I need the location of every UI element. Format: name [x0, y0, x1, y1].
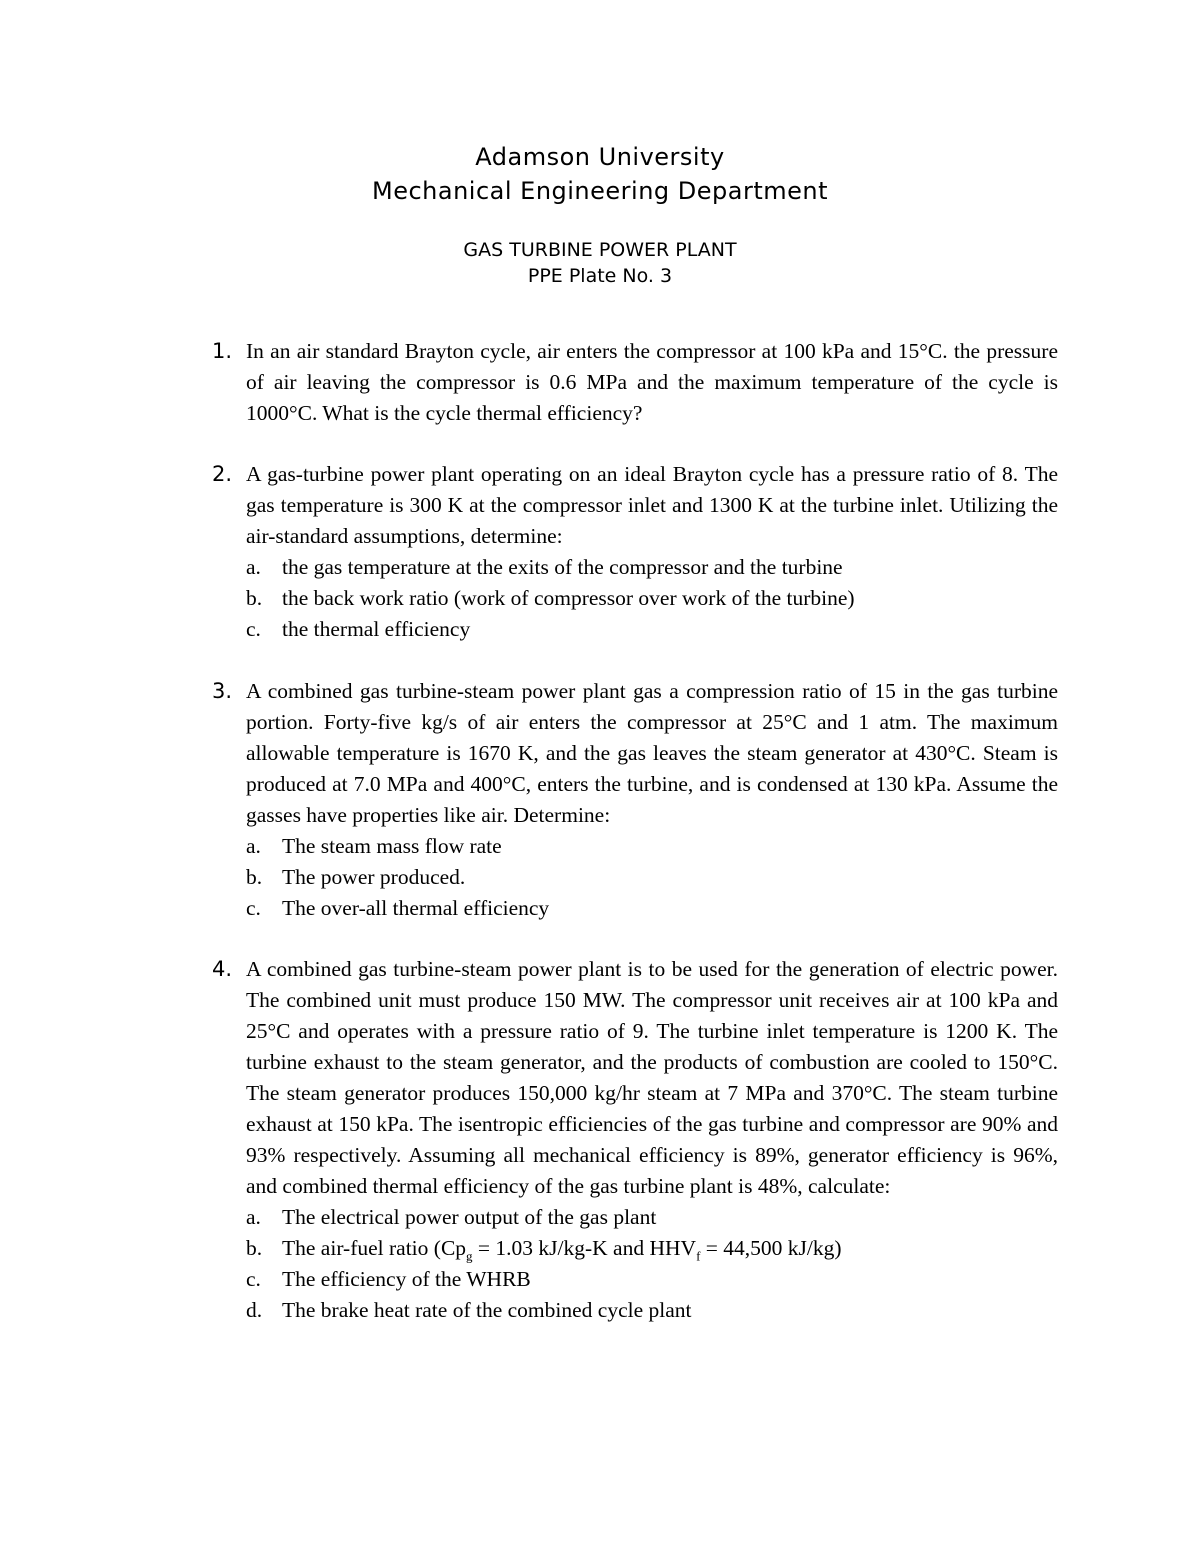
problem-number: 1.	[212, 339, 233, 363]
sub-question-text-part: = 44,500 kJ/kg)	[700, 1236, 842, 1260]
sub-question-letter: a.	[246, 555, 261, 579]
problem-text: In an air standard Brayton cycle, air enters the compressor at 100 kPa and 15°C. the pressure of air leaving the compressor is 0.6 MPa and the maximum temperature of the cycle is 1000°C. What is the cycle thermal efficiency?	[246, 339, 1058, 425]
sub-question	[246, 831, 1058, 862]
sub-question-letter: a.	[246, 1205, 261, 1229]
sub-question-letter: c.	[246, 617, 261, 641]
sub-question-list	[246, 552, 1058, 645]
problem-number: 2.	[212, 462, 233, 486]
sub-question-letter: a.	[246, 834, 261, 858]
university-name: Adamson University	[475, 143, 725, 171]
problem-text: A combined gas turbine-steam power plant is to be used for the generation of electric power. The combined unit must produce 150 MW. The compressor unit receives air at 100 kPa and 25°C and operates with a pressure ratio of 9. The turbine inlet temperature is 1200 K. The turbine exhaust to the steam generator, and the products of combustion are cooled to 150°C. The steam generator produces 150,000 kg/hr steam at 7 MPa and 370°C. The steam turbine exhaust at 150 kPa. The isentropic efficiencies of the gas turbine and compressor are 90% and 93% respectively. Assuming all mechanical efficiency is 89%, generator efficiency is 96%, and combined thermal efficiency of the gas turbine plant is 48%, calculate:	[246, 957, 1058, 1198]
sub-question-letter: c.	[246, 1267, 261, 1291]
sub-question-text: The power produced.	[282, 865, 466, 889]
sub-question	[246, 893, 1058, 924]
sub-question-letter: b.	[246, 1236, 263, 1260]
problem-number: 3.	[212, 679, 233, 703]
department-name: Mechanical Engineering Department	[371, 177, 829, 205]
sub-question-letter: d.	[246, 1298, 263, 1322]
problem-number: 4.	[212, 957, 233, 981]
sub-question	[246, 583, 1058, 614]
subscript-g: g	[466, 1248, 473, 1264]
sub-question	[246, 1233, 1058, 1264]
sub-question	[246, 862, 1058, 893]
document-title: GAS TURBINE POWER PLANT	[463, 239, 737, 261]
problem-text: A combined gas turbine-steam power plant gas a compression ratio of 15 in the gas turbine portion. Forty-five kg/s of air enters the compressor at 25°C and 1 atm. The maximum allowable temperature is 1670 K, and the gas leaves the steam generator at 430°C. Steam is produced at 7.0 MPa and 400°C, enters the turbine, and is condensed at 130 kPa. Assume the gasses have properties like air. Determine:	[246, 679, 1058, 827]
sub-question-letter: b.	[246, 865, 263, 889]
sub-question	[246, 614, 1058, 645]
sub-question-text: The electrical power output of the gas plant	[282, 1205, 657, 1229]
sub-question	[246, 1264, 1058, 1295]
sub-question-list	[246, 831, 1058, 924]
sub-question	[246, 1295, 1058, 1326]
sub-question-text: The efficiency of the WHRB	[282, 1267, 531, 1291]
sub-question-text-part: The air-fuel ratio (Cp	[282, 1236, 467, 1260]
sub-question-text: The steam mass flow rate	[282, 834, 502, 858]
sub-question-text	[282, 1236, 842, 1264]
sub-question-letter: c.	[246, 896, 261, 920]
plate-number: PPE Plate No. 3	[527, 265, 673, 287]
problem-1	[212, 336, 1058, 429]
sub-question-text: the thermal efficiency	[282, 617, 471, 641]
problem-4	[212, 954, 1058, 1326]
sub-question-letter: b.	[246, 586, 263, 610]
sub-question	[246, 1202, 1058, 1233]
sub-question-text: the gas temperature at the exits of the compressor and the turbine	[282, 555, 843, 579]
sub-question-text-part: = 1.03 kJ/kg-K and HHV	[472, 1236, 697, 1260]
problem-2	[212, 459, 1058, 645]
sub-question-text: The brake heat rate of the combined cycle plant	[282, 1298, 692, 1322]
problem-text: A gas-turbine power plant operating on an ideal Brayton cycle has a pressure ratio of 8. The gas temperature is 300 K at the compressor inlet and 1300 K at the turbine inlet. Utilizing the air-standard assumptions, determine:	[246, 462, 1058, 548]
sub-question-text: the back work ratio (work of compressor over work of the turbine)	[282, 586, 855, 610]
sub-question-text: The over-all thermal efficiency	[282, 896, 550, 920]
sub-question-list	[246, 1202, 1058, 1326]
problem-3	[212, 676, 1058, 924]
subscript-f: f	[696, 1248, 701, 1264]
sub-question	[246, 552, 1058, 583]
